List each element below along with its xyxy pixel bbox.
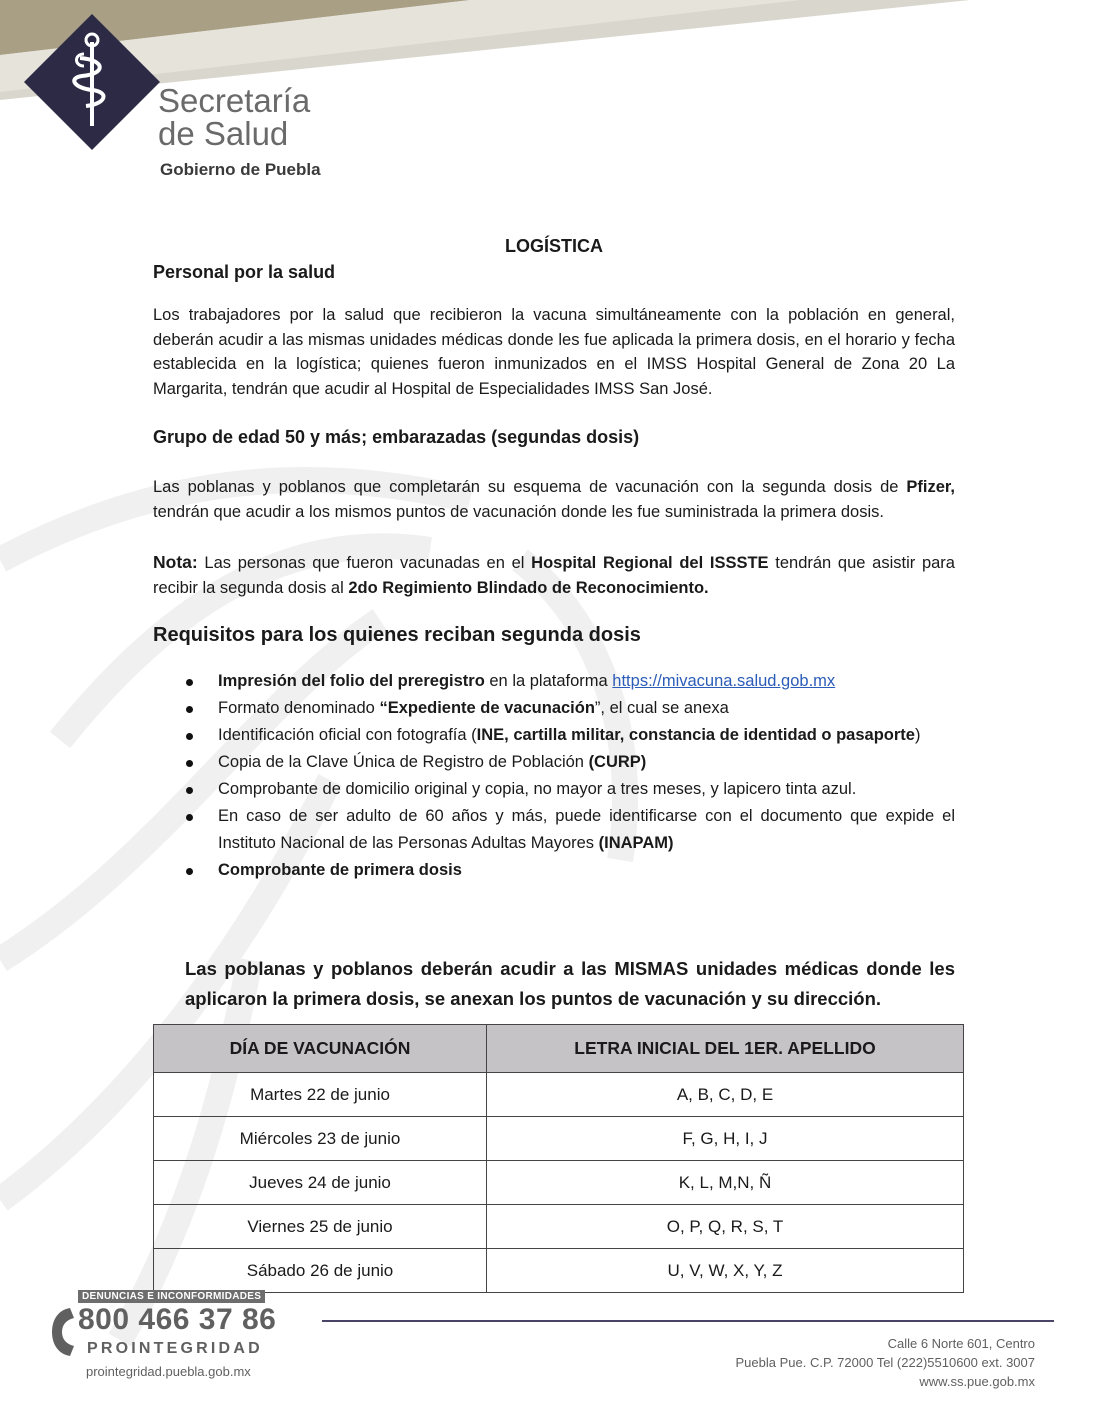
table-header-row bbox=[154, 1025, 964, 1073]
page-title: LOGÍSTICA bbox=[505, 236, 603, 256]
footer-divider bbox=[322, 1320, 1054, 1322]
bullet-icon bbox=[186, 868, 193, 875]
cell-day: Martes 22 de junio bbox=[154, 1073, 487, 1117]
secretaria-salud-logo-icon bbox=[24, 14, 160, 150]
vaccination-schedule-table bbox=[153, 1024, 964, 1293]
note-text-1: Las personas que fueron vacunadas en el bbox=[197, 554, 532, 572]
government-label: Gobierno de Puebla bbox=[160, 160, 321, 179]
note-bold-2: 2do Regimiento Blindado de Reconocimiento. bbox=[348, 578, 709, 597]
complaints-badge: DENUNCIAS E INCONFORMIDADES bbox=[78, 1290, 265, 1303]
column-header-day: DÍA DE VACUNACIÓN bbox=[154, 1025, 487, 1073]
section-text-personal: Los trabajadores por la salud que recibieron la vacuna simultáneamente con la población en general, deberán acudir a las mismas unidades médicas donde les fue aplicada la primera dosis, en el horario y fecha establecida en la logística; quienes fueron inmunizados en el IMSS Hospital General de Zona 20 La Margarita, tendrán que acudir al Hospital de Especialidades IMSS San José. bbox=[153, 306, 955, 398]
note-text-2: tendrán que asistir para recibir la segunda dosis al bbox=[153, 554, 955, 597]
list-item bbox=[153, 749, 955, 776]
note-label: Nota: bbox=[153, 552, 198, 572]
complaints-phone[interactable]: 800 466 37 86 bbox=[78, 1303, 277, 1336]
section-heading-personal: Personal por la salud bbox=[153, 262, 336, 282]
phone-icon bbox=[50, 1306, 78, 1358]
req-text: Identificación oficial con fotografía ( bbox=[218, 726, 477, 744]
prointegridad-url[interactable]: prointegridad.puebla.gob.mx bbox=[86, 1364, 251, 1379]
list-item bbox=[153, 857, 955, 884]
list-item bbox=[153, 722, 955, 749]
list-item bbox=[153, 695, 955, 722]
table-row bbox=[154, 1117, 964, 1161]
req-text: Copia de la Clave Única de Registro de Población bbox=[218, 753, 589, 771]
table-row bbox=[154, 1249, 964, 1293]
address-line-1: Calle 6 Norte 601, Centro bbox=[887, 1336, 1035, 1351]
bullet-icon bbox=[186, 733, 193, 740]
bullet-icon bbox=[186, 679, 193, 686]
req-text: ) bbox=[914, 726, 921, 744]
grupo-text-pfizer: Pfizer, bbox=[906, 478, 955, 496]
bullet-icon bbox=[186, 787, 193, 794]
req-text: Comprobante de domicilio original y copia, no mayor a tres meses, y lapicero tinta azul. bbox=[218, 780, 857, 798]
cell-letters: F, G, H, I, J bbox=[487, 1117, 964, 1161]
org-name-line2: de Salud bbox=[158, 115, 289, 152]
table-row bbox=[154, 1205, 964, 1249]
table-row bbox=[154, 1161, 964, 1205]
website-link[interactable]: www.ss.pue.gob.mx bbox=[919, 1374, 1035, 1389]
closing-statement: Las poblanas y poblanos deberán acudir a las MISMAS unidades médicas donde les aplicaron la primera dosis, se anexan los puntos de vacunación y su dirección. bbox=[185, 958, 955, 1009]
list-item bbox=[153, 776, 955, 803]
req-bold: INE, cartilla militar, constancia de identidad o pasaporte bbox=[476, 726, 915, 744]
requirements-list bbox=[153, 668, 955, 884]
column-header-letter: LETRA INICIAL DEL 1ER. APELLIDO bbox=[487, 1025, 964, 1073]
org-name bbox=[158, 84, 310, 150]
cell-day: Viernes 25 de junio bbox=[154, 1205, 487, 1249]
req-bold: (INAPAM) bbox=[598, 834, 674, 852]
req-bold: “Expediente de vacunación bbox=[379, 699, 595, 717]
cell-letters: K, L, M,N, Ñ bbox=[487, 1161, 964, 1205]
cell-letters: U, V, W, X, Y, Z bbox=[487, 1249, 964, 1293]
note-bold-1: Hospital Regional del ISSSTE bbox=[531, 554, 769, 572]
bullet-icon bbox=[186, 760, 193, 767]
cell-day: Miércoles 23 de junio bbox=[154, 1117, 487, 1161]
note-paragraph bbox=[153, 550, 955, 600]
req-bold: Comprobante de primera dosis bbox=[218, 861, 462, 879]
requirements-heading: Requisitos para los quienes reciban segunda dosis bbox=[153, 624, 641, 646]
section-text-grupo bbox=[153, 475, 955, 524]
org-name-line1: Secretaría bbox=[158, 82, 311, 119]
section-heading-grupo: Grupo de edad 50 y más; embarazadas (segundas dosis) bbox=[153, 427, 640, 447]
cell-letters: A, B, C, D, E bbox=[487, 1073, 964, 1117]
req-text: en la plataforma bbox=[484, 672, 613, 690]
bullet-icon bbox=[186, 814, 193, 821]
cell-day: Jueves 24 de junio bbox=[154, 1161, 487, 1205]
req-text: ”, el cual se anexa bbox=[594, 699, 729, 717]
req-text: En caso de ser adulto de 60 años y más, puede identificarse con el documento que expide el Instituto Nacional de las Personas Adultas Mayores bbox=[218, 807, 955, 852]
cell-day: Sábado 26 de junio bbox=[154, 1249, 487, 1293]
req-bold: Impresión del folio del preregistro bbox=[218, 672, 485, 690]
req-bold: (CURP) bbox=[588, 753, 647, 771]
list-item bbox=[153, 803, 955, 857]
grupo-text-end: tendrán que acudir a los mismos puntos de vacunación donde les fue suministrada la primera dosis. bbox=[153, 502, 884, 521]
mivacuna-link[interactable]: https://mivacuna.salud.gob.mx bbox=[612, 672, 836, 690]
bullet-icon bbox=[186, 706, 193, 713]
list-item bbox=[153, 668, 955, 695]
cell-letters: O, P, Q, R, S, T bbox=[487, 1205, 964, 1249]
prointegridad-brand: PROINTEGRIDAD bbox=[87, 1340, 263, 1357]
req-text: Formato denominado bbox=[218, 699, 380, 717]
grupo-text-start: Las poblanas y poblanos que completarán su esquema de vacunación con la segunda dosis de bbox=[153, 478, 907, 496]
table-row bbox=[154, 1073, 964, 1117]
address-line-2: Puebla Pue. C.P. 72000 Tel (222)5510600 ext. 3007 bbox=[735, 1355, 1035, 1370]
